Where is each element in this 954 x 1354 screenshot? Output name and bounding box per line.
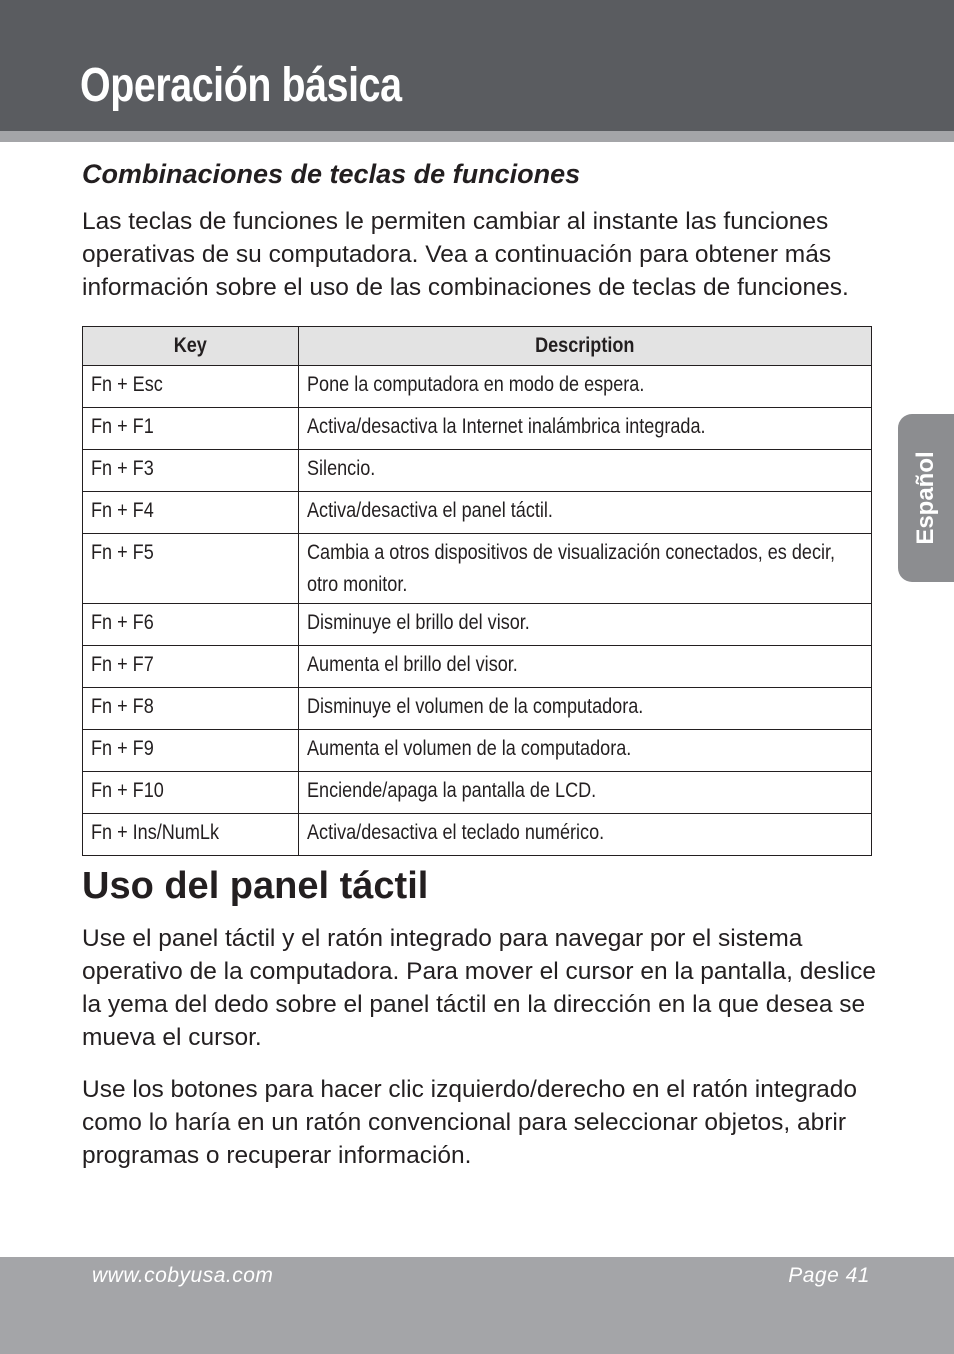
table-row bbox=[83, 688, 872, 730]
intro-paragraph: Las teclas de funciones le permiten cambiar al instante las funciones operativas de su computadora. Vea a continuación para obtener más información sobre el uso de las combinaciones de teclas de funciones. bbox=[82, 208, 849, 301]
table-row bbox=[83, 646, 872, 688]
table-row bbox=[83, 450, 872, 492]
language-tab-label: Español bbox=[912, 451, 939, 545]
description-cell: Pone la computadora en modo de espera. bbox=[299, 366, 872, 408]
touchpad-paragraph-1: Use el panel táctil y el ratón integrado para navegar por el sistema operativo de la computadora. Para mover el cursor en la pantalla, deslice la yema del dedo sobre el panel táctil en la dirección en la que desea se mueva el cursor. bbox=[82, 925, 876, 1051]
key-cell: Fn + Ins/NumLk bbox=[83, 814, 299, 856]
description-cell: Activa/desactiva el panel táctil. bbox=[299, 492, 872, 534]
description-cell: Silencio. bbox=[299, 450, 872, 492]
language-side-tab bbox=[898, 414, 954, 582]
key-cell: Fn + F6 bbox=[83, 604, 299, 646]
table-row bbox=[83, 534, 872, 604]
key-cell: Fn + F5 bbox=[83, 534, 299, 604]
description-cell: Activa/desactiva la Internet inalámbrica integrada. bbox=[299, 408, 872, 450]
section-heading-touchpad: Uso del panel táctil bbox=[82, 865, 429, 907]
table-row bbox=[83, 814, 872, 856]
key-cell: Fn + F1 bbox=[83, 408, 299, 450]
table-header-row bbox=[83, 327, 872, 366]
column-header-description: Description bbox=[299, 327, 872, 366]
key-cell: Fn + F4 bbox=[83, 492, 299, 534]
touchpad-paragraph-2: Use los botones para hacer clic izquierdo/derecho en el ratón integrado como lo haría en un ratón convencional para seleccionar objetos, abrir programas o recuperar información. bbox=[82, 1076, 857, 1169]
page-title: Operación básica bbox=[80, 59, 402, 112]
section-subtitle: Combinaciones de teclas de funciones bbox=[82, 159, 581, 189]
description-cell: Disminuye el brillo del visor. bbox=[299, 604, 872, 646]
function-key-table bbox=[82, 326, 872, 856]
column-header-key: Key bbox=[83, 327, 299, 366]
description-cell: Disminuye el volumen de la computadora. bbox=[299, 688, 872, 730]
footer-page-number: Page 41 bbox=[788, 1264, 870, 1287]
key-cell: Fn + F7 bbox=[83, 646, 299, 688]
description-cell: Aumenta el volumen de la computadora. bbox=[299, 730, 872, 772]
key-cell: Fn + Esc bbox=[83, 366, 299, 408]
description-cell: Enciende/apaga la pantalla de LCD. bbox=[299, 772, 872, 814]
header-stripe bbox=[0, 131, 954, 142]
key-cell: Fn + F3 bbox=[83, 450, 299, 492]
table-row bbox=[83, 772, 872, 814]
description-cell: Activa/desactiva el teclado numérico. bbox=[299, 814, 872, 856]
table-row bbox=[83, 366, 872, 408]
key-cell: Fn + F9 bbox=[83, 730, 299, 772]
table-row bbox=[83, 408, 872, 450]
footer-url: www.cobyusa.com bbox=[92, 1264, 274, 1287]
table-row bbox=[83, 604, 872, 646]
description-cell: Aumenta el brillo del visor. bbox=[299, 646, 872, 688]
description-cell: Cambia a otros dispositivos de visualización conectados, es decir, otro monitor. bbox=[299, 534, 872, 604]
key-cell: Fn + F8 bbox=[83, 688, 299, 730]
key-cell: Fn + F10 bbox=[83, 772, 299, 814]
table-row bbox=[83, 730, 872, 772]
table-row bbox=[83, 492, 872, 534]
